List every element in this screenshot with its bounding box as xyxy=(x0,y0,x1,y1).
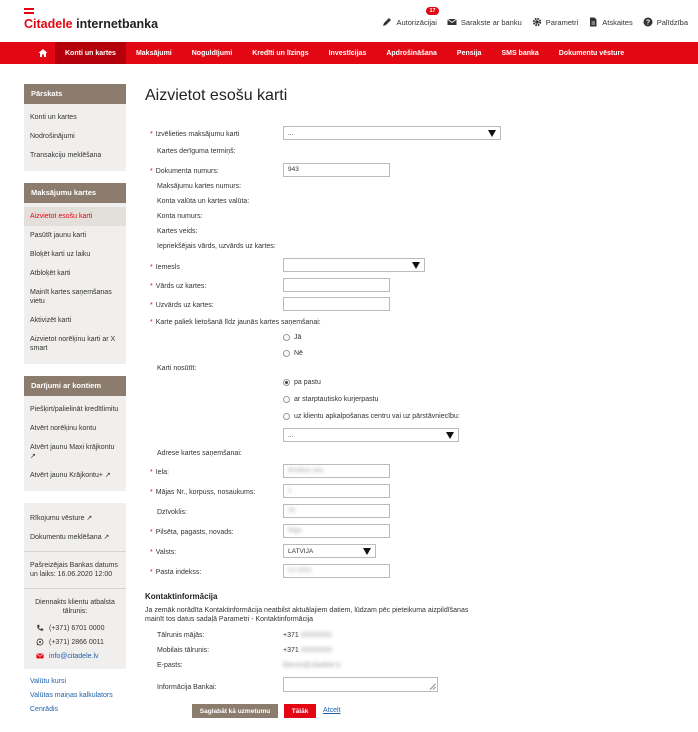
gear-icon xyxy=(532,17,542,27)
cancel-link[interactable]: Atcelt xyxy=(323,707,341,714)
card-number-label: Maksājumu kartes numurs: xyxy=(157,183,242,190)
currency-rates-link[interactable]: Valūtu kursi xyxy=(30,678,67,685)
whatsapp-number: (+371) 2866 0011 xyxy=(49,638,104,646)
delivery-post-radio[interactable]: pa pastu xyxy=(283,379,321,386)
reason-label: * Iemesls xyxy=(150,264,180,271)
country-select[interactable]: LATVIJA xyxy=(283,544,376,558)
sidebar-overview-title: Pārskats xyxy=(24,84,126,104)
city-label: * Pilsēta, pagasts, novads: xyxy=(150,529,234,536)
apartment-input[interactable]: 00 xyxy=(283,504,390,518)
next-button[interactable]: Tālāk xyxy=(284,704,316,718)
sidebar-accounts-title: Darījumi ar kontiem xyxy=(24,376,126,396)
exchange-calculator-link[interactable]: Valūtas maiņas kalkulators xyxy=(30,692,113,699)
top-bar xyxy=(0,0,698,42)
home-icon[interactable] xyxy=(31,42,55,64)
help-label: Palīdzība xyxy=(656,17,688,27)
sidebar-item-order-history[interactable]: Rīkojumu vēsture ↗ xyxy=(30,515,93,522)
radio-button-icon xyxy=(283,379,290,386)
sidebar-item-block-card[interactable]: Bloķēt karti uz laiku xyxy=(30,251,91,258)
nav-sms-bank[interactable]: SMS banka xyxy=(501,49,539,57)
keep-using-no-radio[interactable]: Nē xyxy=(283,350,303,357)
last-name-label: * Uzvārds uz kartes: xyxy=(150,302,214,309)
nav-accounts-cards[interactable]: Konti un kartes xyxy=(55,42,126,64)
pen-icon xyxy=(382,17,392,27)
sidebar-item-open-account[interactable]: Atvērt norēķinu kontu xyxy=(30,425,97,432)
card-type-label: Kartes veids: xyxy=(157,228,198,235)
settings-label: Parametri xyxy=(545,17,579,27)
envelope-icon xyxy=(447,17,457,27)
authorization-link[interactable] xyxy=(382,8,437,27)
phone-icon xyxy=(36,624,44,632)
street-label: * Iela: xyxy=(150,469,169,476)
pricelist-link[interactable]: Cenrādis xyxy=(30,706,59,713)
branch-select[interactable]: ... xyxy=(283,428,459,442)
sidebar-item-order-card[interactable]: Pasūtīt jaunu karti xyxy=(30,232,87,239)
support-title: Diennakts klientu atbalsta tālrunis: xyxy=(35,599,115,615)
sidebar-item-document-search[interactable]: Dokumentu meklēšana ↗ xyxy=(30,534,110,541)
nav-deposits[interactable]: Noguldījumi xyxy=(191,49,233,57)
country-label: * Valsts: xyxy=(150,549,177,556)
nav-document-history[interactable]: Dokumentu vēsture xyxy=(558,49,625,57)
street-input[interactable]: Brivibas iela xyxy=(283,464,390,478)
sidebar-item-xsmart[interactable]: Aizvietot norēķinu karti ar X smart xyxy=(30,336,116,352)
nav-credits[interactable]: Kredīti un līzings xyxy=(252,49,309,57)
email-contact[interactable] xyxy=(24,649,126,663)
delivery-label: Karti nosūtīt: xyxy=(157,365,197,372)
home-phone-label: Tālrunis mājās: xyxy=(157,632,205,639)
currency-label: Konta valūta un kartes valūta: xyxy=(157,198,250,205)
house-label: * Mājas Nr., korpuss, nosaukums: xyxy=(150,489,256,496)
last-login-info: Pašreizējais Bankas datums un laiks: 16.06.2020 12:00 xyxy=(30,562,118,578)
chevron-down-icon xyxy=(412,262,420,269)
address-label: Adrese kartes saņemšanai: xyxy=(157,450,242,457)
radio-button-icon xyxy=(283,350,290,357)
keep-using-label: * Karte paliek lietošanā līdz jaunās kartes saņemšanai: xyxy=(150,319,321,326)
authorization-badge: 17 xyxy=(426,7,438,15)
apartment-label: Dzīvoklis: xyxy=(157,509,187,516)
nav-payments[interactable]: Maksājumi xyxy=(135,49,172,57)
envelope-icon xyxy=(36,652,44,660)
sidebar-item-maxi-savings[interactable]: Atvērt jaunu Maxi krājkontu ↗ xyxy=(30,444,115,460)
sidebar xyxy=(24,84,126,717)
sidebar-item-replace-card[interactable]: Aizvietot esošu karti xyxy=(24,207,126,226)
delivery-branch-radio[interactable]: uz klientu apkalpošanas centru vai uz pārstāvniecību: xyxy=(283,413,460,420)
delivery-courier-radio[interactable]: ar starptautisko kurjerpastu xyxy=(283,396,378,403)
first-name-input[interactable] xyxy=(283,278,390,292)
page-title: Aizvietot esošu karti xyxy=(145,87,288,104)
mobile-label: Mobilais tālrunis: xyxy=(157,647,210,654)
nav-insurance[interactable]: Apdrošināšana xyxy=(386,49,437,57)
sidebar-item-activate-card[interactable]: Aktivizēt karti xyxy=(30,317,72,324)
resize-grip-icon[interactable] xyxy=(429,683,436,690)
keep-using-yes-radio[interactable]: Jā xyxy=(283,334,301,341)
postal-label: * Pasta indekss: xyxy=(150,569,202,576)
doc-number-input[interactable]: 943 xyxy=(283,163,390,177)
whatsapp-contact[interactable] xyxy=(24,635,126,649)
brand-name-red: Citadele xyxy=(24,17,73,31)
messages-link[interactable] xyxy=(447,17,522,27)
radio-button-icon xyxy=(283,413,290,420)
sidebar-item-transaction-search[interactable]: Transakciju meklēšana xyxy=(30,152,102,159)
messages-label: Sarakste ar banku xyxy=(460,17,522,27)
nav-investments[interactable]: Investīcijas xyxy=(328,49,367,57)
expiry-label: Kartes derīguma termiņš: xyxy=(157,148,236,155)
sidebar-cards-title: Maksājumu kartes xyxy=(24,183,126,203)
help-link[interactable] xyxy=(643,17,688,27)
contact-section-title: Kontaktinformācija xyxy=(145,592,218,601)
brand-name-dark: internetbanka xyxy=(72,17,159,31)
city-input[interactable]: Riga xyxy=(283,524,390,538)
chevron-down-icon xyxy=(488,130,496,137)
phone-number: (+371) 6701 0000 xyxy=(49,624,105,632)
contact-info-text: Ja zemāk norādīta Kontaktinformācija neatbilst aktuālajiem datiem, lūdzam pēc pieteikuma aizpildīšanas mainīt tos datus sadaļā Parametri - Kontaktinformācija xyxy=(145,607,469,623)
house-input[interactable]: 1 xyxy=(283,484,390,498)
reports-label: Atskaites xyxy=(602,17,633,27)
svg-text:?: ? xyxy=(645,19,650,27)
logo[interactable] xyxy=(24,8,158,31)
first-name-label: * Vārds uz kartes: xyxy=(150,283,207,290)
nav-pension[interactable]: Pensija xyxy=(456,49,482,57)
save-draft-button[interactable]: Saglabāt kā uzmetumu xyxy=(192,704,278,718)
select-card-label: * Izvēlieties maksājumu karti xyxy=(150,131,240,138)
doc-number-label: * Dokumenta numurs: xyxy=(150,168,219,175)
last-name-input[interactable] xyxy=(283,297,390,311)
main-nav xyxy=(0,42,698,64)
radio-button-icon xyxy=(283,334,290,341)
reason-select[interactable] xyxy=(283,258,425,272)
sidebar-item-change-pickup[interactable]: Mainīt kartes saņemšanas vietu xyxy=(30,289,112,305)
postal-input[interactable]: LV-1001 xyxy=(283,564,390,578)
info-bank-textarea[interactable] xyxy=(283,677,438,692)
email-value: klients@citadele.lv xyxy=(283,662,342,669)
sidebar-item-savings-plus[interactable]: Atvērt jaunu Krājkontu+ ↗ xyxy=(30,472,111,479)
settings-link[interactable] xyxy=(532,17,579,27)
email-address: info@citadele.lv xyxy=(49,652,99,660)
reports-link[interactable] xyxy=(588,17,632,27)
home-phone-value: +371 00000000 xyxy=(283,632,332,639)
phone-contact[interactable] xyxy=(24,621,126,635)
info-bank-label: Informācija Bankai: xyxy=(157,684,217,691)
prev-name-label: Iepriekšējais vārds, uzvārds uz kartes: xyxy=(157,243,276,250)
logo-mark xyxy=(24,8,34,16)
sidebar-item-unblock-card[interactable]: Atbloķēt karti xyxy=(30,270,71,277)
sidebar-item-collaterals[interactable]: Nodrošinājumi xyxy=(30,133,75,140)
document-icon xyxy=(588,17,598,27)
email-label: E-pasts: xyxy=(157,662,183,669)
card-select[interactable]: ... xyxy=(283,126,501,140)
whatsapp-icon xyxy=(36,638,44,646)
mobile-value: +371 00000000 xyxy=(283,647,332,654)
help-icon xyxy=(643,17,653,27)
sidebar-item-credit-limit[interactable]: Piešķirt/palielināt kredītlimitu xyxy=(30,406,119,413)
account-number-label: Konta numurs: xyxy=(157,213,203,220)
chevron-down-icon xyxy=(446,432,454,439)
chevron-down-icon xyxy=(363,548,371,555)
authorization-label: Autorizācijai xyxy=(396,17,437,27)
sidebar-item-accounts-cards[interactable]: Konti un kartes xyxy=(30,114,77,121)
radio-button-icon xyxy=(283,396,290,403)
